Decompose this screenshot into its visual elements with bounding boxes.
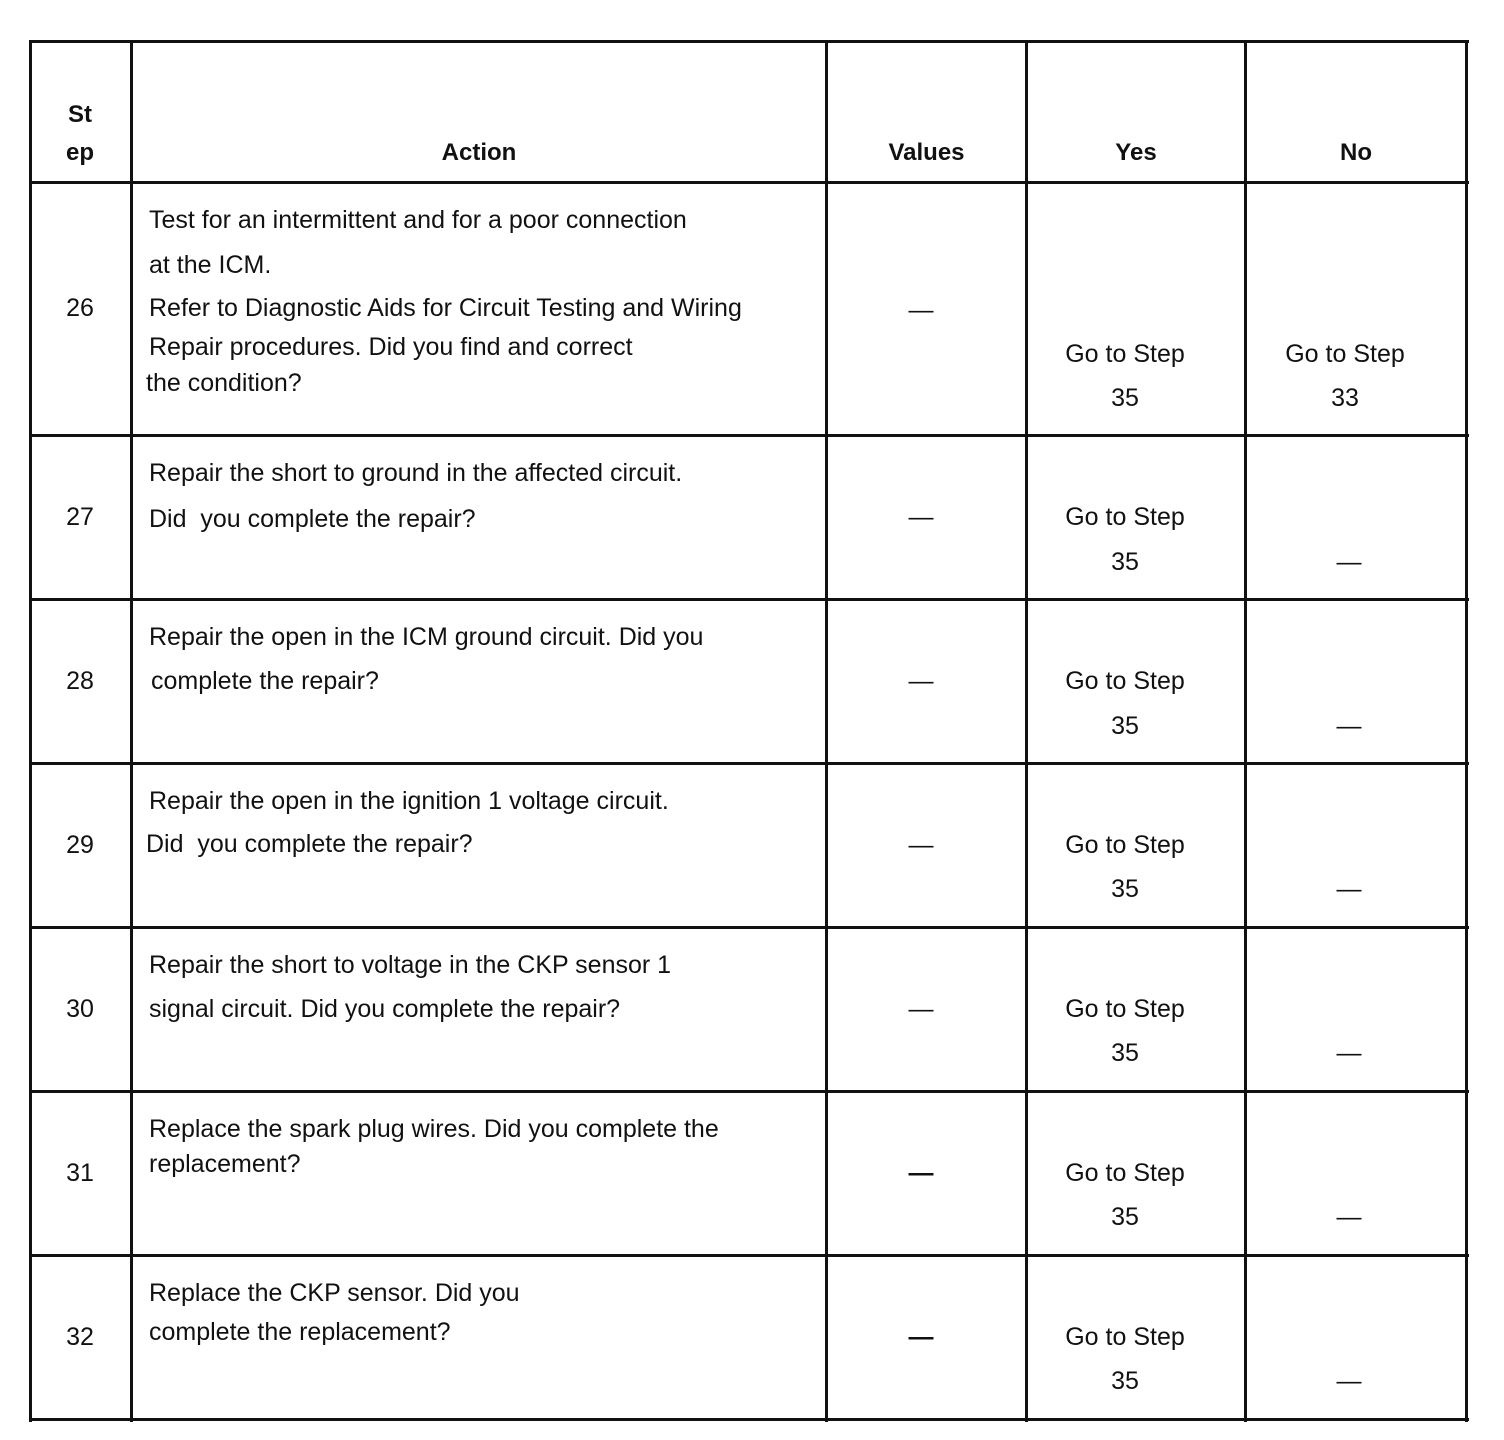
yes-cell: 35: [1111, 548, 1139, 576]
column-divider: [130, 40, 133, 1422]
action-text: complete the repair?: [151, 667, 379, 695]
values-cell: —: [908, 1159, 934, 1187]
yes-cell: 35: [1111, 1203, 1139, 1231]
step-number: 31: [66, 1159, 94, 1187]
values-cell: —: [908, 995, 934, 1023]
action-text: replacement?: [149, 1150, 301, 1178]
yes-cell: Go to Step: [1065, 831, 1185, 859]
yes-cell: Go to Step: [1065, 1159, 1185, 1187]
row-divider: [29, 1254, 1469, 1257]
no-cell: —: [1336, 548, 1362, 576]
header-values: Values: [888, 139, 965, 166]
no-cell: —: [1336, 1203, 1362, 1231]
values-cell: —: [908, 503, 934, 531]
no-cell: —: [1336, 1039, 1362, 1067]
yes-cell: 35: [1111, 1039, 1139, 1067]
action-text: Refer to Diagnostic Aids for Circuit Testing and Wiring: [149, 294, 742, 322]
column-divider: [825, 40, 828, 1422]
action-text: Repair the open in the ICM ground circuit. Did you: [149, 623, 704, 651]
values-cell: —: [908, 831, 934, 859]
row-divider: [29, 926, 1469, 929]
action-text: Repair the short to ground in the affected circuit.: [149, 459, 683, 487]
values-cell: —: [908, 1323, 934, 1351]
no-cell: —: [1336, 712, 1362, 740]
no-cell: Go to Step: [1285, 340, 1405, 368]
action-text: Did you complete the repair?: [146, 830, 473, 858]
action-text: the condition?: [146, 369, 302, 397]
action-text: Replace the CKP sensor. Did you: [149, 1279, 520, 1307]
action-text: Replace the spark plug wires. Did you complete the: [149, 1115, 719, 1143]
row-divider: [29, 762, 1469, 765]
table-border-right: [1465, 40, 1468, 1422]
step-number: 32: [66, 1323, 94, 1351]
header-yes: Yes: [1115, 139, 1157, 166]
yes-cell: Go to Step: [1065, 995, 1185, 1023]
yes-cell: Go to Step: [1065, 667, 1185, 695]
step-number: 29: [66, 831, 94, 859]
action-text: signal circuit. Did you complete the repair?: [149, 995, 621, 1023]
table-border-top: [29, 40, 1469, 43]
header-no: No: [1340, 139, 1372, 166]
values-cell: —: [908, 667, 934, 695]
no-cell: 33: [1331, 384, 1359, 412]
row-divider: [29, 598, 1469, 601]
table-border-left: [29, 40, 32, 1422]
step-number: 26: [66, 294, 94, 322]
yes-cell: Go to Step: [1065, 503, 1185, 531]
yes-cell: Go to Step: [1065, 340, 1185, 368]
action-text: Repair the short to voltage in the CKP sensor 1: [149, 951, 672, 979]
step-number: 28: [66, 667, 94, 695]
action-text: Repair the open in the ignition 1 voltage circuit.: [149, 787, 669, 815]
header-action: Action: [441, 139, 517, 166]
action-text: Did you complete the repair?: [149, 505, 476, 533]
no-cell: —: [1336, 1367, 1362, 1395]
action-text: Test for an intermittent and for a poor connection: [149, 206, 687, 234]
header-step-line2: ep: [65, 139, 94, 166]
step-number: 27: [66, 503, 94, 531]
no-cell: —: [1336, 875, 1362, 903]
table-border-bottom: [29, 1418, 1469, 1421]
yes-cell: Go to Step: [1065, 1323, 1185, 1351]
row-divider: [29, 434, 1469, 437]
yes-cell: 35: [1111, 1367, 1139, 1395]
action-text: at the ICM.: [149, 251, 272, 279]
yes-cell: 35: [1111, 875, 1139, 903]
action-text: complete the replacement?: [149, 1318, 451, 1346]
action-text: Repair procedures. Did you find and correct: [149, 333, 633, 361]
row-divider: [29, 1090, 1469, 1093]
diagnostic-table: [29, 40, 1469, 1422]
header-step-line1: St: [68, 101, 92, 128]
values-cell: —: [908, 296, 934, 324]
yes-cell: 35: [1111, 712, 1139, 740]
yes-cell: 35: [1111, 384, 1139, 412]
header-divider: [29, 181, 1469, 184]
step-number: 30: [66, 995, 94, 1023]
